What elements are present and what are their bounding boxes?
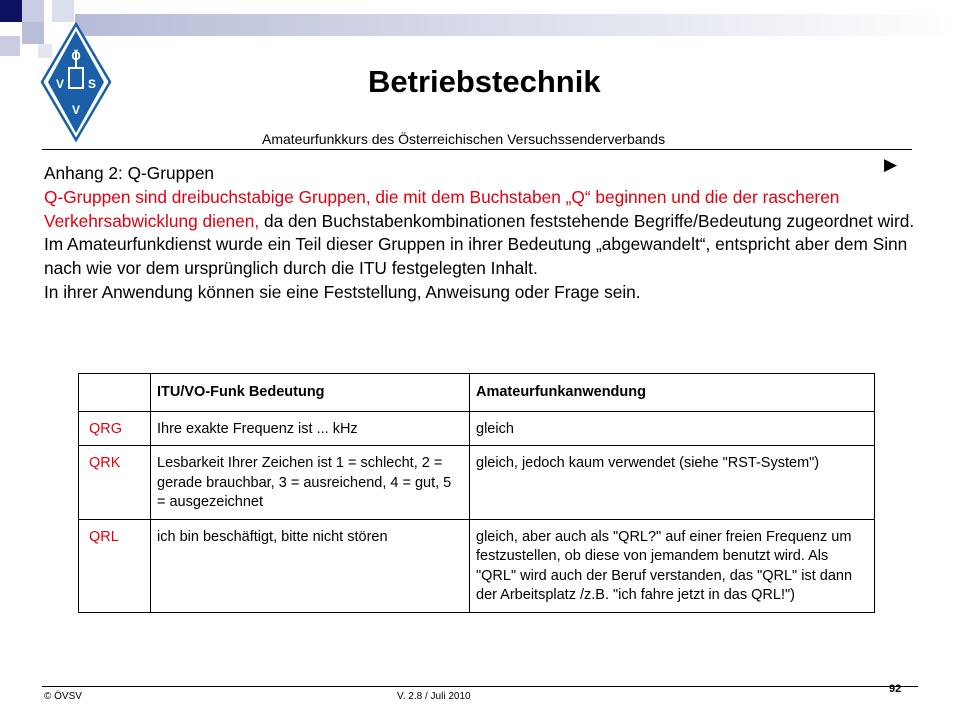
paragraph-usage: In ihrer Anwendung können sie eine Feststellung, Anweisung oder Frage sein. — [44, 281, 641, 302]
q-code-cell: QRG — [79, 411, 151, 446]
q-code-cell: QRL — [79, 519, 151, 612]
table-header-cell: ITU/VO-Funk Bedeutung — [151, 374, 470, 412]
footer-divider — [42, 686, 918, 687]
decor-square — [0, 0, 22, 22]
header-divider — [42, 149, 912, 150]
table-header-cell: Amateurfunkanwendung — [470, 374, 875, 412]
table-row — [79, 411, 875, 446]
paragraph-amateur: Im Amateurfunkdienst wurde ein Teil dieser Gruppen in ihrer Bedeutung „abgewandelt“, entspricht aber dem Sinn nach wie vor dem ursprünglich durch die ITU festgelegten Inhalt. — [44, 234, 908, 279]
logo-letter: V — [71, 103, 81, 117]
amateur-usage-cell: gleich — [470, 411, 875, 446]
itu-meaning-cell: Ihre exakte Frequenz ist ... kHz — [151, 411, 470, 446]
footer-copyright: © ÖVSV — [44, 691, 82, 702]
amateur-usage-cell: gleich, aber auch als "QRL?" auf einer freien Frequenz um festzustellen, ob diese von jemandem benutzt wird. Als "QRL" wird auch der Beruf verstanden, das "QRL" ist dann der Arbeitsplatz /z.B. "ich fahre jetzt in das QRL!") — [470, 519, 875, 612]
q-groups-table — [78, 373, 875, 613]
section-heading: Anhang 2: Q-Gruppen — [44, 163, 215, 183]
next-slide-icon[interactable]: ▶ — [884, 155, 898, 174]
table-row — [79, 519, 875, 612]
itu-meaning-cell: Lesbarkeit Ihrer Zeichen ist 1 = schlecht, 2 = gerade brauchbar, 3 = ausreichend, 4 = gut, 5 = ausgezeichnet — [151, 446, 470, 520]
page-number: 92 — [889, 683, 902, 695]
logo-letter: Ö — [71, 49, 81, 63]
footer-version: V. 2.8 / Juli 2010 — [397, 691, 471, 702]
itu-meaning-cell: ich bin beschäftigt, bitte nicht stören — [151, 519, 470, 612]
decor-square — [22, 0, 44, 22]
decor-square — [0, 36, 20, 56]
intro-highlight: Q-Gruppen sind dreibuchstabige Gruppen, die mit dem Buchstaben „Q“ beginnen und die der rascheren Verkehrsabwicklung dienen, — [44, 186, 840, 231]
slide-content — [44, 162, 924, 305]
q-code-cell: QRK — [79, 446, 151, 520]
logo-letter: S — [87, 77, 97, 91]
amateur-usage-cell: gleich, jedoch kaum verwendet (siehe "RST-System") — [470, 446, 875, 520]
decor-square — [52, 0, 74, 22]
table-row — [79, 446, 875, 520]
page-subtitle: Amateurfunkkurs des Österreichischen Versuchssenderverbands — [262, 131, 666, 147]
intro-rest: da den Buchstabenkombinationen feststehende Begriffe/Bedeutung zugeordnet wird. — [259, 210, 915, 231]
page-title: Betriebstechnik — [368, 64, 601, 99]
oevsv-logo — [40, 22, 112, 142]
table-header-row — [79, 374, 875, 412]
logo-diamond-icon — [40, 22, 112, 142]
intro-paragraph — [44, 186, 924, 234]
table-header-cell — [79, 374, 151, 412]
logo-letter: V — [55, 77, 65, 91]
header-gradient-bar — [75, 14, 960, 36]
